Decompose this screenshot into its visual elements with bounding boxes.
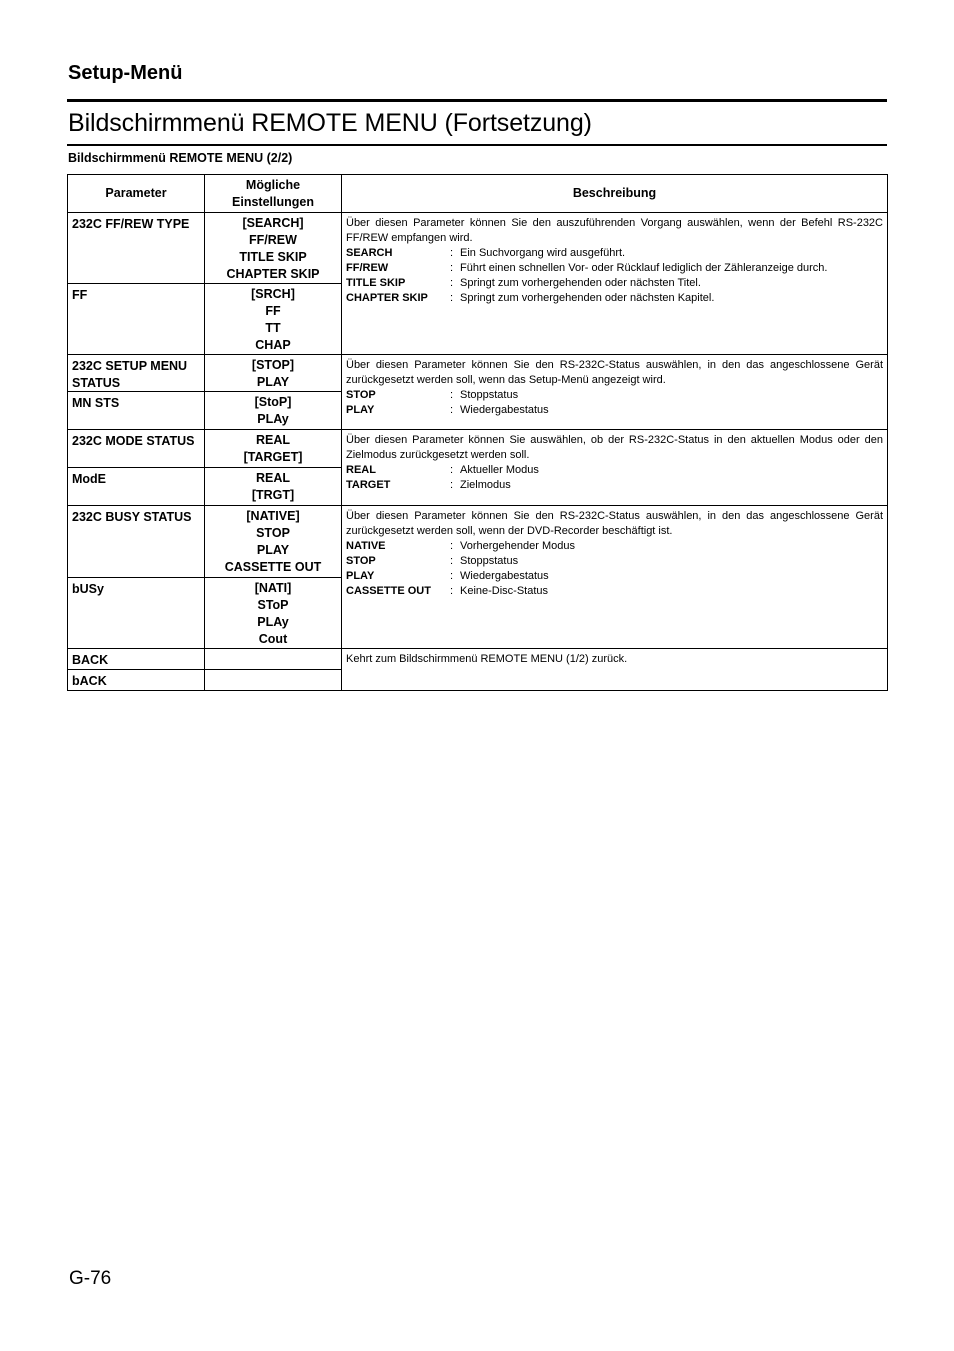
definition-key: STOP	[346, 555, 376, 567]
definition-row	[346, 403, 883, 418]
setting-value: SToP	[257, 598, 289, 612]
setting-value: [SEARCH]	[242, 216, 304, 230]
definition-row	[346, 276, 883, 291]
header-parameter: Parameter	[68, 175, 205, 213]
settings-main	[205, 355, 342, 392]
definition-row	[346, 388, 883, 403]
description-cell	[342, 649, 888, 691]
section-heading: Setup-Menü	[68, 62, 183, 84]
setting-value: [TARGET]	[243, 450, 303, 464]
param-short: bACK	[68, 670, 205, 691]
definition-key: NATIVE	[346, 540, 386, 552]
param-main: 232C BUSY STATUS	[68, 506, 205, 578]
settings-short	[205, 468, 342, 506]
description-intro: Über diesen Parameter können Sie den RS-232C-Status auswählen, in den das angeschlossene Gerät zurückgesetzt werden soll, wenn der DVD-Recorder beschäftigt ist.	[346, 510, 883, 537]
settings-main	[205, 213, 342, 284]
definition-key: CASSETTE OUT	[346, 585, 431, 597]
definition-colon: :	[450, 247, 454, 259]
description-intro: Über diesen Parameter können Sie den auszuführenden Vorgang auswählen, wenn der Befehl RS-232C FF/REW empfangen wird.	[346, 217, 883, 244]
param-main: 232C SETUP MENU STATUS	[68, 355, 205, 392]
setting-value: STOP	[256, 526, 290, 540]
setting-value: TITLE SKIP	[239, 250, 307, 264]
setting-value: Cout	[258, 632, 288, 646]
parameter-table	[67, 174, 888, 691]
setting-value: PLAY	[256, 543, 290, 557]
setting-value: REAL	[255, 433, 291, 447]
setting-value: [SRCH]	[251, 287, 295, 301]
table-row	[68, 430, 888, 468]
definition-row	[346, 539, 883, 554]
setting-value: FF	[265, 304, 281, 318]
settings-short	[205, 284, 342, 355]
definition-colon: :	[450, 404, 454, 416]
header-settings	[205, 175, 342, 213]
setting-value: [StoP]	[254, 395, 292, 409]
definition-row	[346, 463, 883, 478]
definition-colon: :	[450, 464, 454, 476]
definition-key: TARGET	[346, 479, 391, 491]
definition-value: Wiedergabestatus	[460, 570, 549, 582]
setting-value: FF/REW	[249, 233, 297, 247]
header-settings-line1: Mögliche	[245, 177, 301, 192]
definition-value: Aktueller Modus	[460, 464, 539, 476]
param-short: FF	[68, 284, 205, 355]
definition-colon: :	[450, 277, 454, 289]
definition-colon: :	[450, 389, 454, 401]
definition-value: Stoppstatus	[460, 555, 519, 567]
title-rule	[67, 144, 887, 146]
settings-short	[205, 578, 342, 649]
definition-value: Wiedergabestatus	[460, 404, 549, 416]
setting-value: CHAPTER SKIP	[226, 267, 320, 281]
settings-short	[205, 392, 342, 430]
definition-key: FF/REW	[346, 262, 389, 274]
setting-value: PLAY	[256, 375, 290, 389]
definition-row	[346, 261, 883, 276]
settings-main	[205, 506, 342, 578]
definition-value: Ein Suchvorgang wird ausgeführt.	[460, 247, 626, 259]
table-caption: Bildschirmmenü REMOTE MENU (2/2)	[68, 151, 293, 165]
setting-value: REAL	[255, 471, 291, 485]
settings-empty	[205, 649, 342, 670]
definition-row	[346, 554, 883, 569]
definition-colon: :	[450, 479, 454, 491]
definition-row	[346, 584, 883, 599]
setting-value: PLAy	[257, 615, 289, 629]
setting-value: [NATIVE]	[246, 509, 300, 523]
definition-value: Keine-Disc-Status	[460, 585, 549, 597]
setting-value: TT	[265, 321, 281, 335]
setting-value: [TRGT]	[251, 488, 295, 502]
param-main: 232C MODE STATUS	[68, 430, 205, 468]
table-row	[68, 355, 888, 392]
definition-key: PLAY	[346, 570, 375, 582]
table-header-row	[68, 175, 888, 213]
param-short: bUSy	[68, 578, 205, 649]
definition-row	[346, 291, 883, 306]
definition-key: CHAPTER SKIP	[346, 292, 428, 304]
definition-row	[346, 246, 883, 261]
definition-key: SEARCH	[346, 247, 393, 259]
settings-main	[205, 430, 342, 468]
definition-value: Springt zum vorhergehenden oder nächsten Kapitel.	[460, 292, 715, 304]
param-short: ModE	[68, 468, 205, 506]
definition-value: Führt einen schnellen Vor- oder Rücklauf lediglich der Zähleranzeige durch.	[460, 262, 828, 274]
setting-value: PLAy	[257, 412, 289, 426]
description-intro: Über diesen Parameter können Sie auswählen, ob der RS-232C-Status in den aktuellen Modus oder den Zielmodus zurückgesetzt werden soll.	[346, 434, 883, 461]
definition-value: Springt zum vorhergehenden oder nächsten Titel.	[460, 277, 701, 289]
table-row	[68, 213, 888, 284]
settings-empty	[205, 670, 342, 691]
description-cell	[342, 213, 888, 355]
description-cell	[342, 430, 888, 506]
definition-value: Zielmodus	[460, 479, 511, 491]
description-cell	[342, 506, 888, 649]
description-intro: Über diesen Parameter können Sie den RS-232C-Status auswählen, in den das angeschlossene Gerät zurückgesetzt werden soll, wenn das Setup-Menü angezeigt wird.	[346, 359, 883, 386]
param-short: MN STS	[68, 392, 205, 430]
definition-value: Stoppstatus	[460, 389, 519, 401]
definition-colon: :	[450, 585, 454, 597]
definition-value: Vorhergehender Modus	[460, 540, 575, 552]
header-description: Beschreibung	[342, 175, 888, 213]
definition-colon: :	[450, 555, 454, 567]
description-intro: Kehrt zum Bildschirmmenü REMOTE MENU (1/2) zurück.	[346, 653, 628, 665]
definition-colon: :	[450, 262, 454, 274]
param-main: BACK	[68, 649, 205, 670]
page-title: Bildschirmmenü REMOTE MENU (Fortsetzung)	[68, 109, 592, 137]
header-settings-line2: Einstellungen	[232, 194, 314, 209]
setting-value: [NATI]	[254, 581, 292, 595]
definition-key: REAL	[346, 464, 376, 476]
definition-key: STOP	[346, 389, 376, 401]
definition-key: TITLE SKIP	[346, 277, 406, 289]
definition-colon: :	[450, 570, 454, 582]
param-main: 232C FF/REW TYPE	[68, 213, 205, 284]
definition-colon: :	[450, 292, 454, 304]
definition-row	[346, 478, 883, 493]
definition-colon: :	[450, 540, 454, 552]
setting-value: [STOP]	[251, 358, 295, 372]
setting-value: CHAP	[255, 338, 291, 352]
setting-value: CASSETTE OUT	[224, 560, 322, 574]
page-number: G-76	[69, 1268, 112, 1289]
definition-key: PLAY	[346, 404, 375, 416]
definition-row	[346, 569, 883, 584]
heading-rule	[67, 99, 887, 102]
table-row	[68, 649, 888, 670]
table-row	[68, 506, 888, 578]
description-cell	[342, 355, 888, 430]
